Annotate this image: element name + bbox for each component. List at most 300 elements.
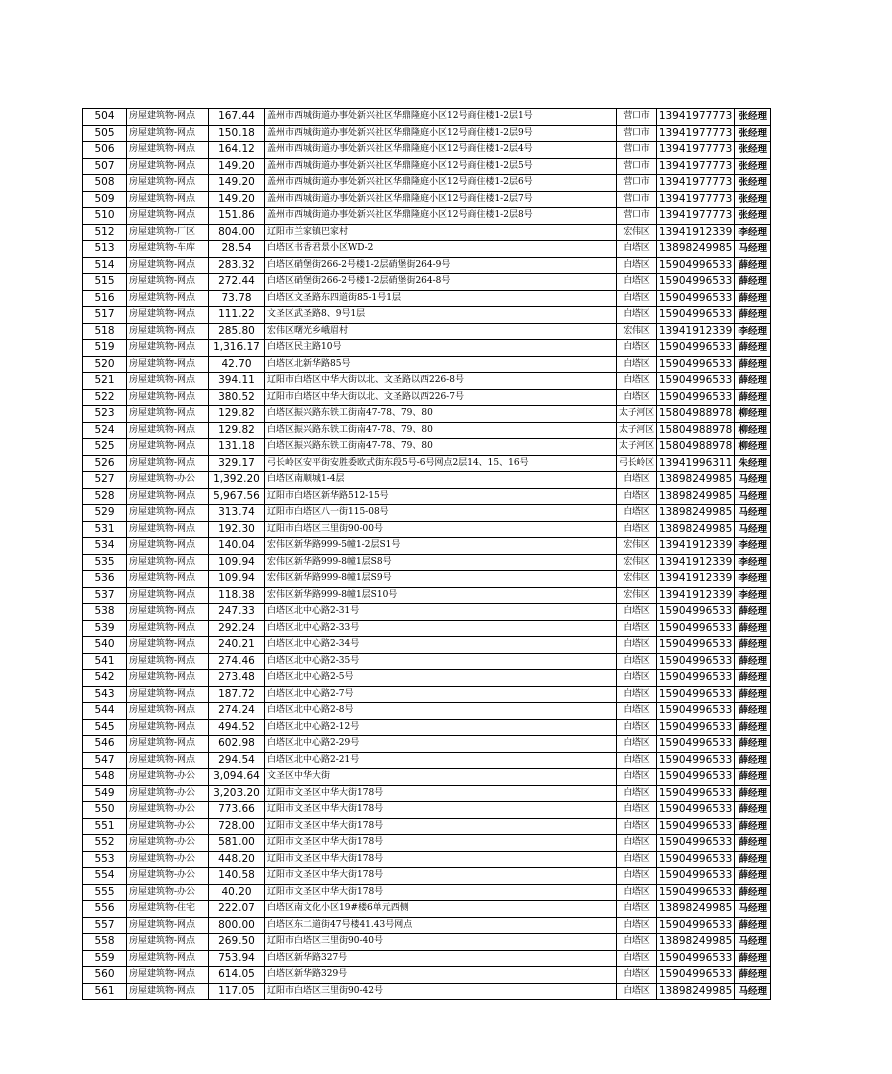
contact-manager: 李经理 [735,538,771,555]
contact-manager: 薛经理 [735,373,771,390]
table-row [83,241,771,258]
property-type: 房屋建筑物-网点 [127,323,209,340]
phone-number: 13941977773 [656,109,735,126]
row-number: 559 [83,950,127,967]
table-row [83,472,771,489]
table-row [83,191,771,208]
area-value: 753.94 [209,950,265,967]
property-type: 房屋建筑物-网点 [127,274,209,291]
property-type: 房屋建筑物-网点 [127,158,209,175]
row-number: 505 [83,125,127,142]
contact-manager: 张经理 [735,125,771,142]
property-type: 房屋建筑物-厂区 [127,224,209,241]
address: 辽阳市白塔区三里街90-00号 [265,521,617,538]
area-value: 800.00 [209,917,265,934]
row-number: 542 [83,670,127,687]
district: 白塔区 [617,670,657,687]
district: 白塔区 [617,241,657,258]
contact-manager: 马经理 [735,983,771,1000]
area-value: 247.33 [209,604,265,621]
district: 宏伟区 [617,587,657,604]
table-row [83,686,771,703]
area-value: 448.20 [209,851,265,868]
address: 辽阳市文圣区中华大街178号 [265,884,617,901]
table-row [83,554,771,571]
table-row [83,703,771,720]
area-value: 602.98 [209,736,265,753]
district: 白塔区 [617,373,657,390]
table-row [83,125,771,142]
district: 白塔区 [617,769,657,786]
phone-number: 15804988978 [656,439,735,456]
table-row [83,785,771,802]
district: 白塔区 [617,637,657,654]
table-row [83,901,771,918]
address: 盖州市西城街道办事处新兴社区华鼎隆庭小区12号商住楼1-2层9号 [265,125,617,142]
phone-number: 13898249985 [656,241,735,258]
phone-number: 15904996533 [656,670,735,687]
property-type: 房屋建筑物-网点 [127,703,209,720]
row-number: 554 [83,868,127,885]
phone-number: 15904996533 [656,620,735,637]
table-row [83,521,771,538]
district: 白塔区 [617,967,657,984]
property-type: 房屋建筑物-网点 [127,439,209,456]
row-number: 539 [83,620,127,637]
area-value: 129.82 [209,406,265,423]
area-value: 40.20 [209,884,265,901]
row-number: 561 [83,983,127,1000]
phone-number: 13941912339 [656,538,735,555]
property-type: 房屋建筑物-网点 [127,109,209,126]
contact-manager: 马经理 [735,934,771,951]
area-value: 117.05 [209,983,265,1000]
property-type: 房屋建筑物-网点 [127,554,209,571]
property-type: 房屋建筑物-办公 [127,868,209,885]
contact-manager: 张经理 [735,191,771,208]
row-number: 531 [83,521,127,538]
phone-number: 15904996533 [656,719,735,736]
property-type: 房屋建筑物-网点 [127,752,209,769]
area-value: 73.78 [209,290,265,307]
row-number: 551 [83,818,127,835]
address: 辽阳市白塔区新华路512-15号 [265,488,617,505]
contact-manager: 张经理 [735,142,771,159]
district: 弓长岭区 [617,455,657,472]
property-type: 房屋建筑物-网点 [127,406,209,423]
phone-number: 13941977773 [656,175,735,192]
district: 白塔区 [617,818,657,835]
address: 白塔区民主路10号 [265,340,617,357]
property-type: 房屋建筑物-办公 [127,818,209,835]
address: 宏伟区新华路999-5幢1-2层S1号 [265,538,617,555]
address: 白塔区北中心路2-35号 [265,653,617,670]
property-type: 房屋建筑物-办公 [127,851,209,868]
row-number: 507 [83,158,127,175]
property-type: 房屋建筑物-办公 [127,884,209,901]
row-number: 526 [83,455,127,472]
phone-number: 15904996533 [656,307,735,324]
address: 宏伟区新华路999-8幢1层S9号 [265,571,617,588]
district: 白塔区 [617,901,657,918]
table-row [83,934,771,951]
address: 白塔区新华路327号 [265,950,617,967]
address: 文圣区中华大街 [265,769,617,786]
row-number: 548 [83,769,127,786]
area-value: 167.44 [209,109,265,126]
row-number: 525 [83,439,127,456]
district: 白塔区 [617,307,657,324]
property-type: 房屋建筑物-网点 [127,455,209,472]
district: 白塔区 [617,934,657,951]
district: 宏伟区 [617,538,657,555]
phone-number: 13898249985 [656,901,735,918]
phone-number: 13898249985 [656,472,735,489]
table-row [83,670,771,687]
district: 白塔区 [617,505,657,522]
table-row [83,587,771,604]
district: 白塔区 [617,472,657,489]
address: 辽阳市白塔区三里街90-40号 [265,934,617,951]
contact-manager: 柳经理 [735,439,771,456]
property-type: 房屋建筑物-网点 [127,125,209,142]
contact-manager: 马经理 [735,472,771,489]
district: 白塔区 [617,686,657,703]
area-value: 728.00 [209,818,265,835]
phone-number: 13941977773 [656,208,735,225]
row-number: 538 [83,604,127,621]
row-number: 512 [83,224,127,241]
row-number: 514 [83,257,127,274]
contact-manager: 张经理 [735,109,771,126]
property-type: 房屋建筑物-车库 [127,241,209,258]
table-row [83,257,771,274]
phone-number: 15904996533 [656,769,735,786]
area-value: 187.72 [209,686,265,703]
table-row [83,158,771,175]
address: 辽阳市文圣区中华大街178号 [265,868,617,885]
area-value: 109.94 [209,554,265,571]
table-row [83,719,771,736]
address: 辽阳市白塔区中华大街以北、文圣路以西226-8号 [265,373,617,390]
property-type: 房屋建筑物-网点 [127,340,209,357]
district: 白塔区 [617,389,657,406]
phone-number: 13898249985 [656,488,735,505]
area-value: 581.00 [209,835,265,852]
district: 白塔区 [617,884,657,901]
table-row [83,983,771,1000]
address: 白塔区北中心路2-5号 [265,670,617,687]
area-value: 149.20 [209,191,265,208]
phone-number: 15904996533 [656,356,735,373]
contact-manager: 李经理 [735,554,771,571]
district: 营口市 [617,109,657,126]
table-row [83,439,771,456]
property-type: 房屋建筑物-网点 [127,538,209,555]
address: 白塔区硝堡街266-2号楼1-2层硝堡街264-8号 [265,274,617,291]
address: 辽阳市文圣区中华大街178号 [265,818,617,835]
address: 盖州市西城街道办事处新兴社区华鼎隆庭小区12号商住楼1-2层8号 [265,208,617,225]
phone-number: 15904996533 [656,686,735,703]
phone-number: 15904996533 [656,653,735,670]
phone-number: 13941977773 [656,158,735,175]
address: 白塔区新华路329号 [265,967,617,984]
address: 盖州市西城街道办事处新兴社区华鼎隆庭小区12号商住楼1-2层7号 [265,191,617,208]
table-row [83,950,771,967]
area-value: 28.54 [209,241,265,258]
address: 文圣区武圣路8、9号1层 [265,307,617,324]
area-value: 240.21 [209,637,265,654]
property-type: 房屋建筑物-网点 [127,917,209,934]
phone-number: 15904996533 [656,290,735,307]
contact-manager: 薛经理 [735,752,771,769]
address: 宏伟区新华路999-8幢1层S8号 [265,554,617,571]
area-value: 150.18 [209,125,265,142]
table-row [83,604,771,621]
row-number: 504 [83,109,127,126]
address: 盖州市西城街道办事处新兴社区华鼎隆庭小区12号商住楼1-2层5号 [265,158,617,175]
district: 白塔区 [617,257,657,274]
area-value: 42.70 [209,356,265,373]
row-number: 540 [83,637,127,654]
area-value: 192.30 [209,521,265,538]
area-value: 294.54 [209,752,265,769]
phone-number: 15904996533 [656,868,735,885]
contact-manager: 薛经理 [735,356,771,373]
address: 白塔区振兴路东铁工街南47-78、79、80 [265,439,617,456]
property-type: 房屋建筑物-办公 [127,835,209,852]
row-number: 536 [83,571,127,588]
phone-number: 15904996533 [656,373,735,390]
property-type: 房屋建筑物-网点 [127,373,209,390]
address: 宏伟区新华路999-8幢1层S10号 [265,587,617,604]
row-number: 524 [83,422,127,439]
address: 盖州市西城街道办事处新兴社区华鼎隆庭小区12号商住楼1-2层1号 [265,109,617,126]
table-row [83,175,771,192]
phone-number: 15904996533 [656,851,735,868]
row-number: 537 [83,587,127,604]
contact-manager: 张经理 [735,208,771,225]
table-row [83,851,771,868]
district: 白塔区 [617,356,657,373]
area-value: 131.18 [209,439,265,456]
contact-manager: 马经理 [735,488,771,505]
area-value: 118.38 [209,587,265,604]
area-value: 274.46 [209,653,265,670]
table-row [83,208,771,225]
contact-manager: 薛经理 [735,868,771,885]
table-row [83,752,771,769]
contact-manager: 薛经理 [735,884,771,901]
area-value: 140.58 [209,868,265,885]
district: 白塔区 [617,604,657,621]
property-type: 房屋建筑物-网点 [127,356,209,373]
area-value: 5,967.56 [209,488,265,505]
row-number: 510 [83,208,127,225]
property-type: 房屋建筑物-住宅 [127,901,209,918]
phone-number: 13941977773 [656,191,735,208]
table-row [83,109,771,126]
contact-manager: 柳经理 [735,406,771,423]
row-number: 529 [83,505,127,522]
row-number: 527 [83,472,127,489]
table-row [83,274,771,291]
phone-number: 15904996533 [656,637,735,654]
table-row [83,736,771,753]
contact-manager: 薛经理 [735,653,771,670]
contact-manager: 李经理 [735,224,771,241]
contact-manager: 马经理 [735,505,771,522]
contact-manager: 张经理 [735,158,771,175]
contact-manager: 薛经理 [735,604,771,621]
area-value: 773.66 [209,802,265,819]
property-type: 房屋建筑物-网点 [127,505,209,522]
contact-manager: 薛经理 [735,703,771,720]
contact-manager: 薛经理 [735,818,771,835]
district: 白塔区 [617,785,657,802]
table-row [83,653,771,670]
area-value: 274.24 [209,703,265,720]
area-value: 111.22 [209,307,265,324]
property-type: 房屋建筑物-办公 [127,785,209,802]
contact-manager: 薛经理 [735,637,771,654]
contact-manager: 薛经理 [735,274,771,291]
phone-number: 15904996533 [656,340,735,357]
phone-number: 13898249985 [656,983,735,1000]
area-value: 614.05 [209,967,265,984]
district: 营口市 [617,191,657,208]
row-number: 519 [83,340,127,357]
row-number: 509 [83,191,127,208]
address: 白塔区北中心路2-31号 [265,604,617,621]
area-value: 3,203.20 [209,785,265,802]
contact-manager: 薛经理 [735,719,771,736]
address: 盖州市西城街道办事处新兴社区华鼎隆庭小区12号商住楼1-2层6号 [265,175,617,192]
district: 白塔区 [617,719,657,736]
district: 白塔区 [617,752,657,769]
table-row [83,967,771,984]
address: 白塔区南文化小区19#楼6单元西侧 [265,901,617,918]
phone-number: 15904996533 [656,752,735,769]
district: 白塔区 [617,835,657,852]
contact-manager: 薛经理 [735,389,771,406]
phone-number: 13941996311 [656,455,735,472]
area-value: 329.17 [209,455,265,472]
row-number: 555 [83,884,127,901]
address: 盖州市西城街道办事处新兴社区华鼎隆庭小区12号商住楼1-2层4号 [265,142,617,159]
district: 宏伟区 [617,323,657,340]
district: 白塔区 [617,802,657,819]
district: 白塔区 [617,340,657,357]
contact-manager: 薛经理 [735,736,771,753]
area-value: 273.48 [209,670,265,687]
row-number: 522 [83,389,127,406]
address: 白塔区北中心路2-12号 [265,719,617,736]
phone-number: 15904996533 [656,785,735,802]
property-type: 房屋建筑物-网点 [127,521,209,538]
district: 营口市 [617,208,657,225]
area-value: 292.24 [209,620,265,637]
area-value: 494.52 [209,719,265,736]
table-row [83,224,771,241]
table-row [83,884,771,901]
property-type: 房屋建筑物-网点 [127,571,209,588]
area-value: 149.20 [209,158,265,175]
property-type: 房屋建筑物-网点 [127,719,209,736]
district: 白塔区 [617,620,657,637]
address: 白塔区北中心路2-33号 [265,620,617,637]
phone-number: 13898249985 [656,505,735,522]
row-number: 547 [83,752,127,769]
property-type: 房屋建筑物-办公 [127,802,209,819]
area-value: 109.94 [209,571,265,588]
row-number: 528 [83,488,127,505]
address: 白塔区南顺城1-4层 [265,472,617,489]
contact-manager: 薛经理 [735,290,771,307]
table-row [83,406,771,423]
address: 辽阳市白塔区八一街115-08号 [265,505,617,522]
contact-manager: 张经理 [735,175,771,192]
district: 太子河区 [617,406,657,423]
row-number: 545 [83,719,127,736]
address: 白塔区北中心路2-8号 [265,703,617,720]
row-number: 550 [83,802,127,819]
table-row [83,307,771,324]
contact-manager: 薛经理 [735,307,771,324]
address: 白塔区北中心路2-7号 [265,686,617,703]
row-number: 560 [83,967,127,984]
contact-manager: 薛经理 [735,967,771,984]
property-type: 房屋建筑物-网点 [127,604,209,621]
district: 营口市 [617,175,657,192]
address: 白塔区东二道街47号楼41.43号网点 [265,917,617,934]
district: 宏伟区 [617,224,657,241]
area-value: 1,392.20 [209,472,265,489]
phone-number: 13898249985 [656,521,735,538]
address: 白塔区文圣路东四道街85-1号1层 [265,290,617,307]
property-table [82,108,771,1000]
area-value: 3,094.64 [209,769,265,786]
property-type: 房屋建筑物-网点 [127,653,209,670]
district: 白塔区 [617,950,657,967]
row-number: 549 [83,785,127,802]
phone-number: 15804988978 [656,422,735,439]
address: 辽阳市白塔区中华大街以北、文圣路以西226-7号 [265,389,617,406]
area-value: 1,316.17 [209,340,265,357]
phone-number: 13941977773 [656,125,735,142]
table-row [83,422,771,439]
district: 白塔区 [617,653,657,670]
phone-number: 13941977773 [656,142,735,159]
contact-manager: 薛经理 [735,802,771,819]
district: 白塔区 [617,521,657,538]
table-row [83,505,771,522]
property-type: 房屋建筑物-办公 [127,472,209,489]
table-row [83,142,771,159]
table-row [83,538,771,555]
table-row [83,835,771,852]
address: 辽阳市文圣区中华大街178号 [265,785,617,802]
contact-manager: 薛经理 [735,851,771,868]
row-number: 506 [83,142,127,159]
property-type: 房屋建筑物-网点 [127,983,209,1000]
contact-manager: 马经理 [735,241,771,258]
district: 白塔区 [617,851,657,868]
row-number: 513 [83,241,127,258]
address: 白塔区北中心路2-34号 [265,637,617,654]
district: 白塔区 [617,488,657,505]
row-number: 552 [83,835,127,852]
